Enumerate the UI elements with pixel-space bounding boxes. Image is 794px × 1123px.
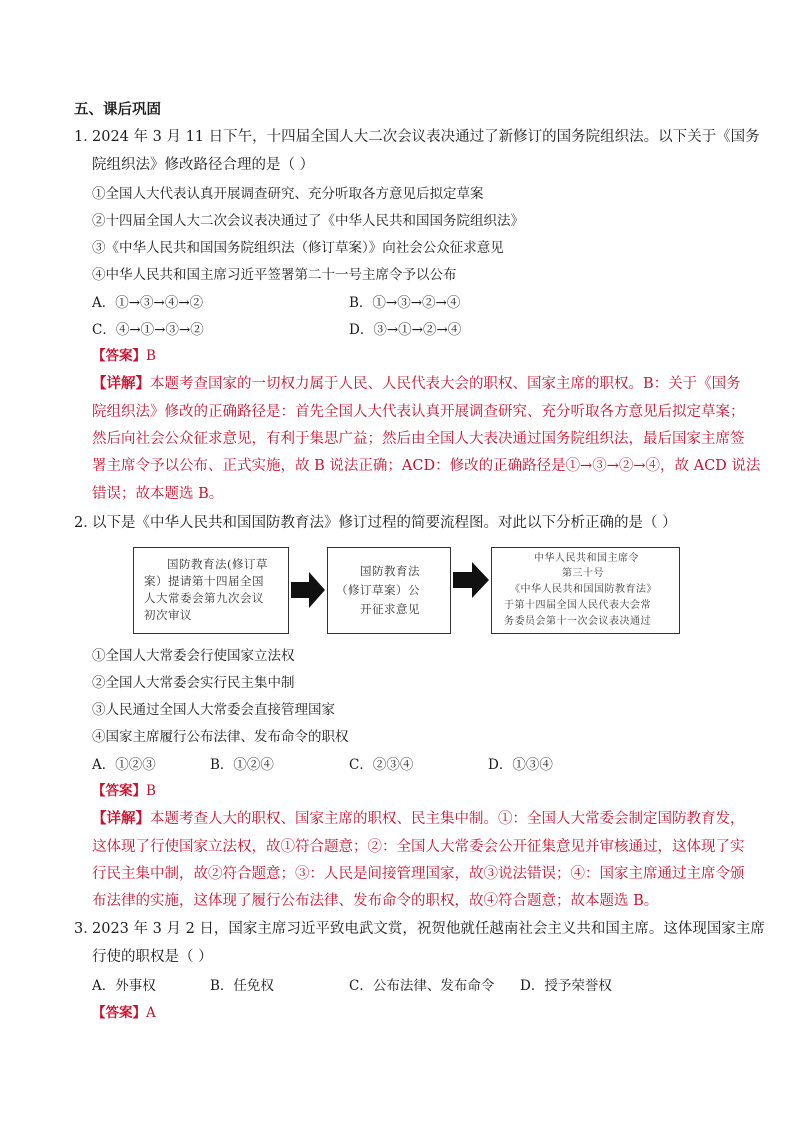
statement-item: ④中华人民共和国主席习近平签署第二十一号主席令予以公布 (92, 267, 457, 283)
option-b: B．①②④ (210, 757, 274, 773)
statement-item: ③《中华人民共和国国务院组织法（修订草案）》向社会公众征求意见 (92, 240, 504, 256)
flow-step-1-line: 初次审议 (144, 608, 192, 622)
detail-label: 【详解】 (92, 810, 150, 827)
flow-step-1-line: 案）提请第十四届全国 (144, 574, 264, 588)
answer-label: 【答案】 (92, 1005, 146, 1021)
flow-step-2-line: 开征求意见 (360, 602, 420, 616)
option-a: A．外事权 (92, 978, 156, 994)
question-stem-line: 以下是《中华人民共和国国防教育法》修订过程的简要流程图。对此以下分析正确的是（ ） (92, 515, 677, 531)
flow-step-3-line: 务委员会第十一次会议表决通过 (504, 616, 651, 627)
statement-item: ①全国人大常委会行使国家立法权 (92, 648, 295, 664)
statement-item: ②十四届全国人大二次会议表决通过了《中华人民共和国国务院组织法》 (92, 213, 524, 229)
flow-step-2-line: 国防教育法 (360, 564, 420, 578)
detail-line (92, 812, 745, 827)
option-d: D．①③④ (488, 757, 553, 773)
detail-line: 院组织法》修改的正确路径是：首先全国人大代表认真开展调查研究、充分听取各方意见后拟定草案； (92, 404, 745, 420)
flow-step-2-line: （修订草案）公 (336, 583, 420, 597)
answer-line (92, 350, 156, 364)
flow-step-3-line: 《中华人民共和国国防教育法》 (510, 584, 657, 595)
detail-line: 然后向社会公众征求意见，有利于集思广益；然后由全国人大表决通过国务院组织法，最后国家主席签 (92, 431, 745, 447)
option-c: C．④→①→③→② (92, 322, 204, 338)
flow-step-3-line: 于第十四届全国人民代表大会常 (504, 600, 651, 611)
flow-arrow-icon (453, 562, 489, 598)
flow-step-3-line: 中华人民共和国主席令 (534, 553, 639, 564)
statement-item: ④国家主席履行公布法律、发布命令的职权 (92, 729, 349, 745)
detail-line: 布法律的实施，这体现了履行公布法律、发布命令的职权，故④符合题意；故本题选 B。 (92, 893, 659, 909)
option-d: D．授予荣誉权 (520, 978, 612, 994)
question-stem-line: 行使的职权是（ ） (92, 949, 213, 965)
statement-item: ②全国人大常委会实行民主集中制 (92, 675, 295, 691)
detail-line: 这体现了行使国家立法权，故①符合题意；②：全国人大常委会公开征集意见并审核通过，这体现了实 (92, 839, 745, 855)
flow-arrow-icon (291, 572, 325, 608)
detail-line: 行民主集中制，故②符合题意；③：人民是间接管理国家，故③说法错误；④：国家主席通过主席令颁 (92, 866, 745, 882)
option-a: A．①②③ (92, 757, 156, 773)
option-c: C．公布法律、发布命令 (349, 978, 495, 994)
option-b: B．①→③→②→④ (349, 295, 461, 311)
answer-label: 【答案】 (92, 783, 146, 799)
flow-step-3 (491, 547, 680, 634)
question-stem-line: 2023 年 3 月 2 日，国家主席习近平致电武文赏，祝贺他就任越南社会主义共和国主席。这体现国家主席 (92, 921, 765, 937)
option-c: C．②③④ (349, 757, 414, 773)
answer-label: 【答案】 (92, 348, 146, 364)
option-a: A．①→③→④→② (92, 295, 204, 311)
flow-step-1-line: 国防教育法(修订草 (167, 557, 268, 571)
section-title: 五、课后巩固 (74, 101, 161, 118)
detail-text: 本题考查国家的一切权力属于人民、人民代表大会的职权、国家主席的职权。B：关于《国务 (150, 376, 741, 392)
flow-step-1 (133, 547, 289, 634)
question-stem-line: 院组织法》修改路径合理的是（ ） (92, 157, 315, 173)
flow-step-3-line: 第三十号 (562, 568, 604, 579)
detail-text: 本题考查人大的职权、国家主席的职权、民主集中制。①：全国人大常委会制定国防教育发， (150, 811, 745, 827)
flow-step-1-line: 人大常委会第九次会议 (144, 591, 264, 605)
answer-line (92, 1007, 156, 1021)
detail-line: 错误；故本题选 B。 (92, 486, 224, 502)
detail-line (92, 377, 741, 392)
answer-value: B (146, 348, 156, 364)
question-number: 2． (74, 515, 98, 531)
answer-line (92, 785, 156, 799)
detail-label: 【详解】 (92, 375, 150, 392)
option-d: D．③→①→②→④ (349, 322, 462, 338)
answer-value: A (146, 1005, 156, 1021)
flow-step-2 (327, 547, 451, 634)
detail-line: 署主席令予以公布、正式实施，故 B 说法正确；ACD：修改的正确路径是①→③→②→④，故 ACD 说法 (92, 458, 761, 474)
statement-item: ③人民通过全国人大常委会直接管理国家 (92, 702, 335, 718)
answer-value: B (146, 783, 156, 799)
question-number: 1． (74, 129, 98, 145)
question-number: 3． (74, 921, 98, 937)
option-b: B．任免权 (210, 978, 274, 994)
question-stem-line: 2024 年 3 月 11 日下午，十四届全国人大二次会议表决通过了新修订的国务院组织法。以下关于《国务 (92, 129, 760, 145)
statement-item: ①全国人大代表认真开展调查研究、充分听取各方意见后拟定草案 (92, 186, 484, 202)
